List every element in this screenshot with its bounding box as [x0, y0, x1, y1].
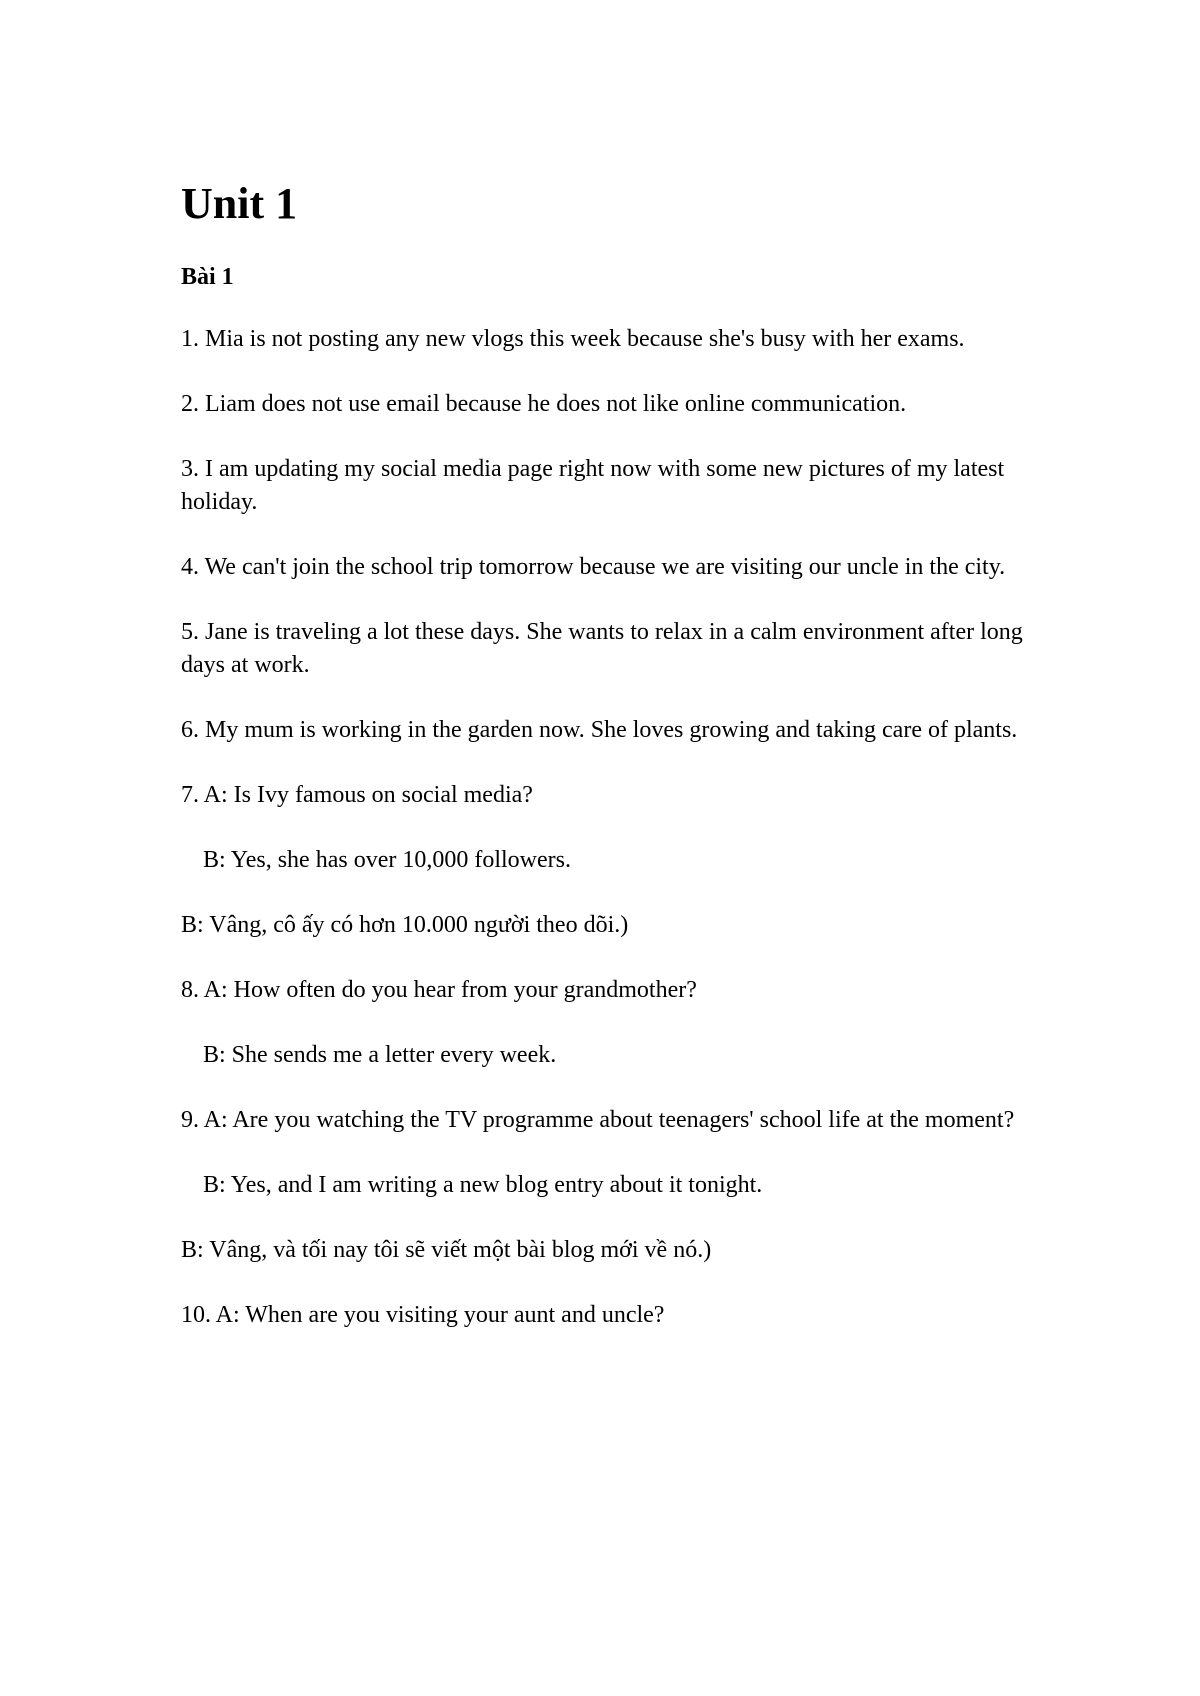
exercise-sentence-4: 4. We can't join the school trip tomorrow because we are visiting our uncle in the city. [181, 554, 1006, 580]
exercise-sentence-2: 2. Liam does not use email because he does not like online communication. [181, 391, 907, 417]
dialogue-7-translation: B: Vâng, cô ấy có hơn 10.000 người theo dõi.) [181, 912, 629, 938]
lesson-title: Bài 1 [181, 264, 234, 290]
dialogue-7-question: 7. A: Is Ivy famous on social media? [181, 782, 533, 808]
exercise-sentence-3: 3. I am updating my social media page right now with some new pictures of my latest holiday. [181, 456, 1011, 515]
dialogue-7-answer: B: Yes, she has over 10,000 followers. [203, 847, 571, 873]
dialogue-9-answer: B: Yes, and I am writing a new blog entry about it tonight. [203, 1172, 763, 1198]
dialogue-9-translation: B: Vâng, và tối nay tôi sẽ viết một bài blog mới về nó.) [181, 1237, 712, 1263]
dialogue-8-answer: B: She sends me a letter every week. [203, 1042, 557, 1068]
dialogue-8-question: 8. A: How often do you hear from your grandmother? [181, 977, 697, 1003]
exercise-sentence-1: 1. Mia is not posting any new vlogs this week because she's busy with her exams. [181, 326, 965, 352]
document-page [181, 178, 1041, 1364]
dialogue-10-question: 10. A: When are you visiting your aunt and uncle? [181, 1302, 665, 1328]
dialogue-9-question: 9. A: Are you watching the TV programme about teenagers' school life at the moment? [181, 1107, 1015, 1133]
exercise-sentence-5: 5. Jane is traveling a lot these days. She wants to relax in a calm environment after long days at work. [181, 619, 1029, 678]
unit-title: Unit 1 [181, 179, 298, 228]
exercise-sentence-6: 6. My mum is working in the garden now. She loves growing and taking care of plants. [181, 717, 1018, 743]
